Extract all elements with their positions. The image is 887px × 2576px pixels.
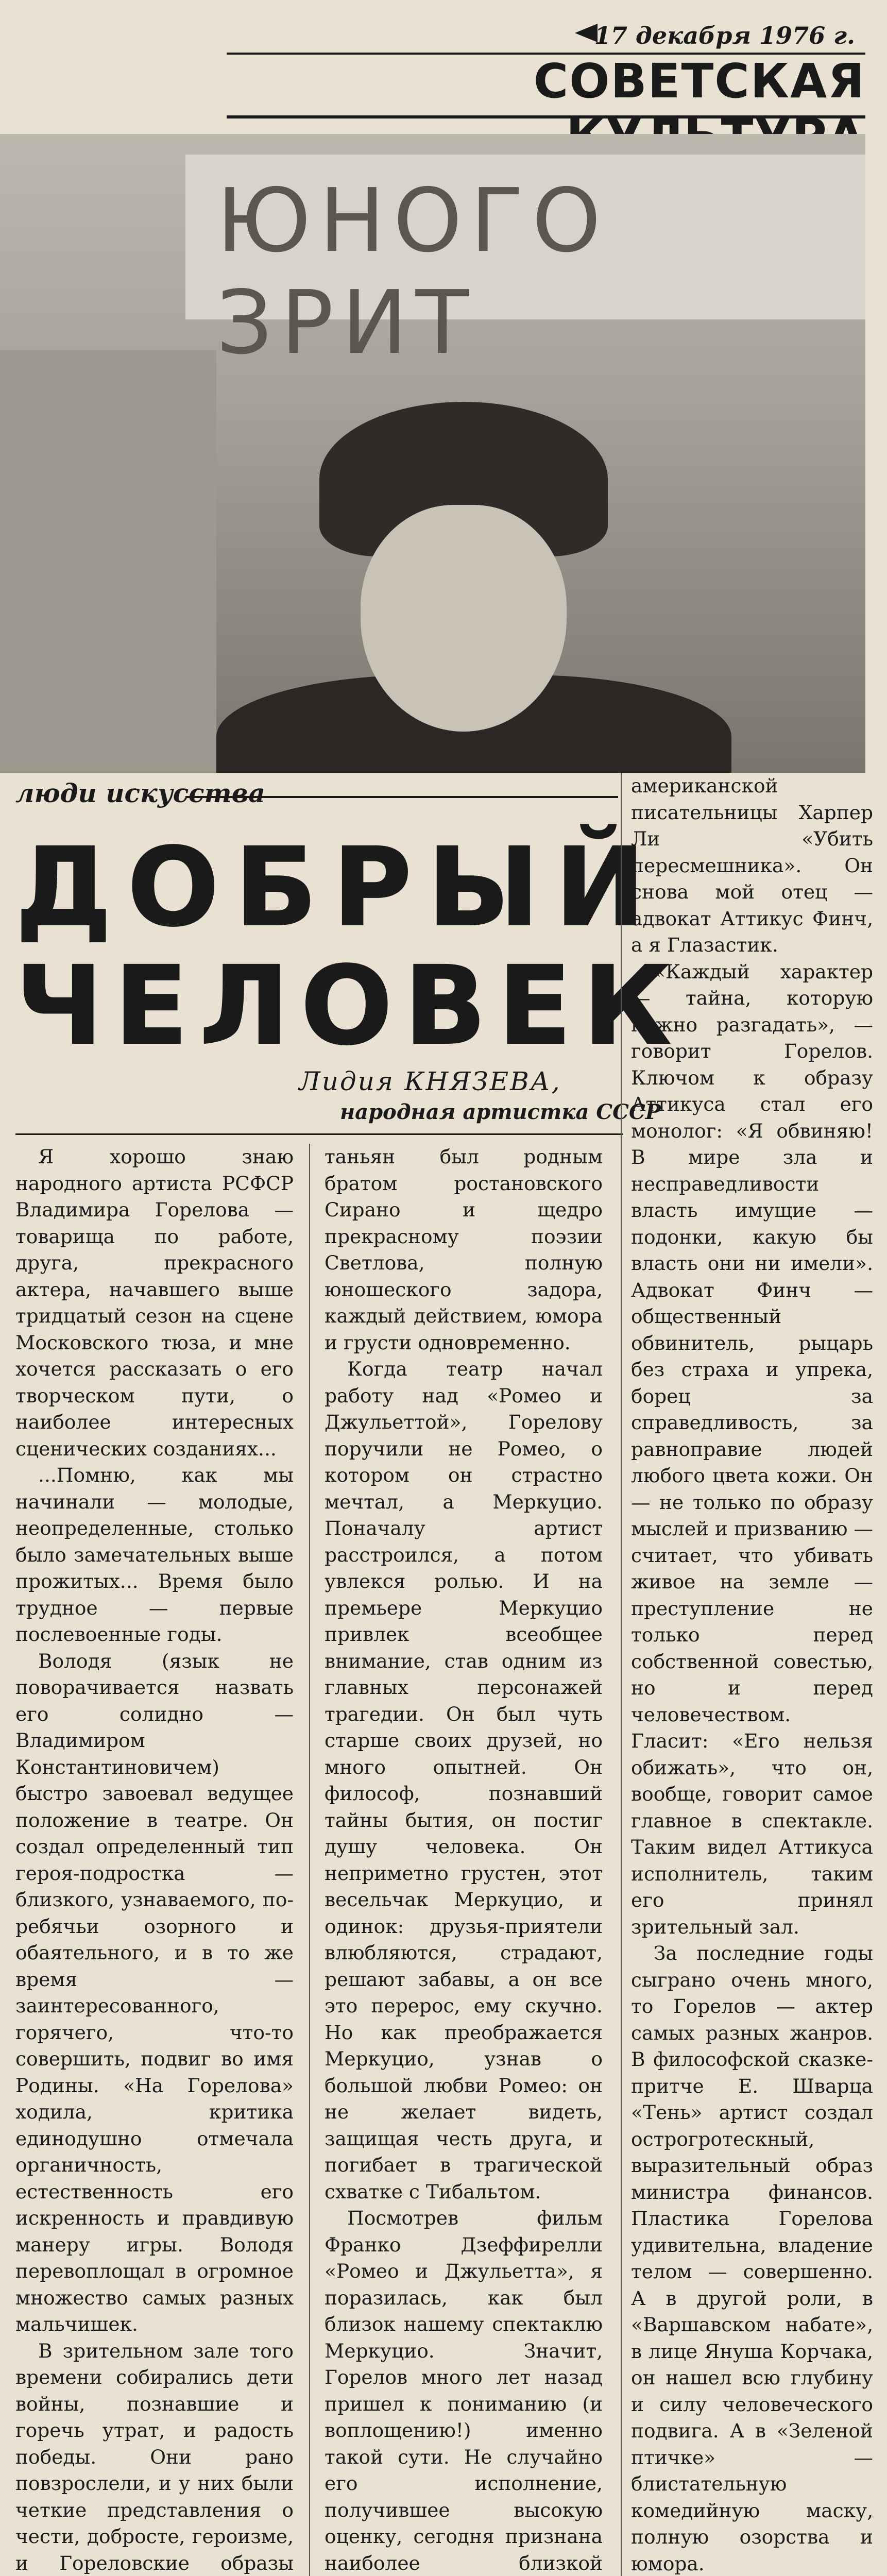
newspaper-title: СОВЕТСКАЯ: [533, 54, 865, 109]
column-divider: [621, 773, 622, 2576]
article-column-2: [325, 1144, 603, 2576]
headline-line2: ЧЕЛОВЕК: [15, 943, 683, 1069]
column-divider: [309, 1144, 310, 2576]
paragraph: За последние годы сыграно очень много, то Горелов — актер самых разных жанров. В философской сказке-притче Е. Шварца «Тень» артист создал острогротескный, выразительный образ министра финансов. Пластика Горелова удивительна, владение телом — совершенно. А в другой роли, в «Варшавском набате», в лице Януша Корчака, он нашел всю глубину и силу человеческого подвига. А в «Зеленой птичке» — блистательную комедийную маску, полную озорства и юмора.: [631, 1942, 873, 2575]
masthead-rule: [227, 115, 865, 118]
paragraph: Володя (язык не поворачивается назвать его солидно — Владимиром Константиновичем) быстро завоевал ведущее положение в театре. Он создал определенный тип героя-подростка — близкого, узнаваемого, по-ребячьи озорного и обаятельного, и в то же время — заинтересованного, горячего, что-то совершить, подвиг во имя Родины. «На Горелова» ходила, критика единодушно отмечала органичность, естественность его искренность и правдивую манеру игры. Володя перевоплощал в огромное множество самых разных мальчишек.: [15, 1649, 294, 2335]
headline: [15, 824, 683, 1069]
photo-sign-text: ЮНОГО ЗРИТ: [216, 170, 609, 374]
paragraph: В зрительном зале того времени собирались дети войны, познавшие и горечь утрат, и радость победы. Они рано повзрослели, и у них были четкие представления о чести, добросте, героизме, и Гореловские образы: [15, 2339, 294, 2574]
paragraph: «Каждый характер — тайна, которую нужно разгадать», — говорит Горелов. Ключом к образу Аттикуса стал его монолог: «Я обвиняю! В мире зла и несправедливости власть имущие — подонки, какую бы власть они ни имели». Адвокат Финч — общественный обвинитель, рыцарь без страха и упрека, борец за справедливость, за равноправие людей любого цвета кожи. Он — не только по образу мыслей и призванию — считает, что убивать живое на земле — преступление не только перед собственной совестью, но и перед человечеством. Гласит: «Его нельзя обижать», что он, вообще, говорит самое главное в спектакле. Таким видел Аттикуса исполнитель, таким его принял зрительный зал.: [631, 960, 873, 1938]
headline-line1: ДОБРЫЙ: [15, 824, 661, 951]
photo-face: [361, 505, 567, 732]
portrait-photo: [0, 134, 865, 773]
paragraph: американской писательницы Харпер Ли «Убить пересмешника». Он снова мой отец — адвокат Аттикус Финч, а я Глазастик.: [631, 774, 873, 956]
paragraph: ...Помню, как мы начинали — молодые, неопределенные, столько было замечательных выше прожитых... Время было трудное — первые послевоенные годы.: [15, 1464, 294, 1646]
byline-role: народная артистка СССР: [340, 1100, 661, 1124]
issue-date: 17 декабря 1976 г.: [594, 22, 855, 49]
paragraph: таньян был родным братом ростановского Сирано и щедро прекрасному поэзии Светлова, полную юношеского задора, каждый действием, юмора и грусти одновременно.: [325, 1145, 603, 1354]
article-column-3: [631, 773, 873, 2576]
rubric-label: люди искусства: [15, 778, 265, 808]
paragraph: Я хорошо знаю народного артиста РСФСР Владимира Горелова — товарища по работе, друга, прекрасного актера, начавшего выше тридцатый сезон на сцене Московского тюза, и мне хочется рассказать о его творческом пути, о наиболее интересных сценических созданиях...: [15, 1145, 294, 1460]
byline-rule: [15, 1133, 623, 1135]
paragraph: Посмотрев фильм Франко Дзеффирелли «Ромео и Джульетта», я поразилась, как был близок нашему спектаклю Меркуцио. Значит, Горелов много лет назад пришел к пониманию (и воплощению!) именно такой сути. Не случайно его исполнение, получившее высокую оценку, сегодня признана наиболее близкой: [325, 2207, 603, 2574]
byline-author: Лидия КНЯЗЕВА,: [299, 1066, 561, 1096]
article-column-1: [15, 1144, 294, 2576]
paragraph: Когда театр начал работу над «Ромео и Джульеттой», Горелову поручили не Ромео, о котором он страстно мечтал, а Меркуцио. Поначалу артист расстроился, а потом увлекся ролью. И на премьере Меркуцио привлек всеобщее внимание, став одним из главных персонажей трагедии. Он был чуть старше своих друзей, но много опытней. Он философ, познавший тайны бытия, он постиг душу человека. Он неприметно грустен, этот весельчак Меркуцио, и одинок: друзья-приятели влюбляются, страдают, решают забавы, а он все это перерос, ему скучно. Но как преображается Меркуцио, узнав о большой любви Ромео: он не желает видеть, защищая честь друга, и погибает в трагической схватке с Тибальтом.: [325, 1358, 603, 2203]
rubric-rule: [185, 796, 618, 798]
photo-wall: [0, 350, 216, 773]
